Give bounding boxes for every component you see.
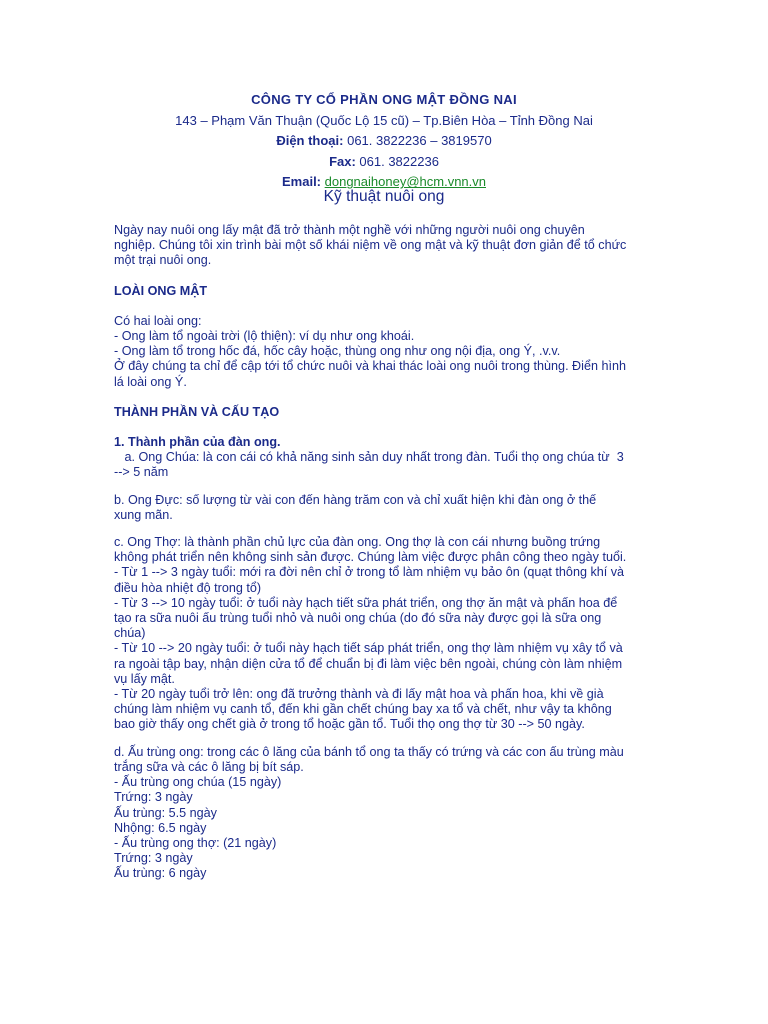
company-name: CÔNG TY CỔ PHẦN ONG MẬT ĐỒNG NAI [251,92,517,107]
phone-line [0,131,768,152]
fax-label: Fax: [329,153,356,169]
fax-line [0,152,768,173]
text-line: c. Ong Thợ: là thành phần chủ lực của đàn ong. Ong thợ là con cái nhưng buồng trứng [114,535,601,550]
text-line: tạo ra sữa nuôi ấu trùng tuổi nhỏ và nuôi ong chúa (do đó sữa này được gọi là sữa ong [114,611,602,626]
text-line: b. Ong Đực: số lượng từ vài con đến hàng trăm con và chỉ xuất hiện khi đàn ong ở thế [114,492,597,507]
company-header [0,90,768,193]
text-line: Trứng: 3 ngày [114,851,193,866]
company-address: 143 – Phạm Văn Thuận (Quốc Lộ 15 cũ) – Tp.Biên Hòa – Tỉnh Đồng Nai [175,112,593,128]
text-line: Ngày nay nuôi ong lấy mật đã trở thành một nghề với những người nuôi ong chuyên [114,223,585,237]
text-line: ra ngoài tập bay, nhận diện cửa tổ để chuẩn bị đi làm việc bên ngoài, chúng còn làm nhiệm [114,656,623,671]
paragraph-ong-tho [114,535,659,733]
phone-value: 061. 3822236 – 3819570 [343,133,492,149]
text-line: Có hai loài ong: [114,313,202,328]
document-title: Kỹ thuật nuôi ong [323,188,445,205]
text-line: nghiệp. Chúng tôi xin trình bài một số khái niệm về ong mật và kỹ thuật đơn giản để tổ chức [114,238,627,253]
email-link[interactable]: dongnaihoney@hcm.vnn.vn [324,174,486,190]
paragraph-ong-duc [114,493,659,523]
text-line: điều hòa nhiệt độ trong tổ) [114,580,262,595]
phone-label: Điện thoại: [276,133,344,149]
text-line: - Từ 1 --> 3 ngày tuổi: mới ra đời nên chỉ ở trong tổ làm nhiệm vụ bảo ôn (quạt thông khí và [114,565,625,580]
text-line: - Ấu trùng ong chúa (15 ngày) [114,775,282,790]
paragraph-au-trung [114,745,659,882]
text-line: trắng sữa và các ô lăng bị bít sáp. [114,759,304,774]
text-line: Nhộng: 6.5 ngày [114,820,207,835]
section-heading-loai-ong: LOÀI ONG MẬT [114,283,208,298]
email-label: Email: [282,174,322,190]
text-line: - Từ 20 ngày tuổi trở lên: ong đã trưởng thành và đi lấy mật hoa và phấn hoa, khi về già [114,687,604,702]
text-line: không phát triển nên không sinh sản được. Chúng làm việc được phân công theo ngày tuổi. [114,550,627,565]
text-line: chúng làm nhiệm vụ canh tổ, đến khi gần chết chúng bay xa tổ và chết, như vậy ta không [114,702,612,717]
text-line: vụ lấy mật. [114,671,175,686]
text-line: Ấu trùng: 5.5 ngày [114,805,217,820]
text-line: - Ong làm tổ ngoài trời (lộ thiện): ví dụ như ong khoái. [114,329,415,344]
text-line: lá loài ong Ý. [114,374,187,389]
text-line: --> 5 năm [114,465,169,480]
text-line: a. Ong Chúa: là con cái có khả năng sinh sản duy nhất trong đàn. Tuổi thọ ong chúa từ 3 [114,450,624,465]
section-loai-ong-body [114,314,659,390]
text-line: - Từ 10 --> 20 ngày tuổi: ở tuổi này hạch tiết sáp phát triển, ong thợ làm nhiệm vụ xây tổ và [114,641,623,656]
text-line: - Ấu trùng ong thợ: (21 ngày) [114,835,277,850]
text-line: Ở đây chúng ta chỉ để cập tới tổ chức nuôi và khai thác loài ong nuôi trong thùng. Điển hình [114,359,626,374]
text-line: bao giờ thấy ong chết già ở trong tổ hoặc gần tổ. Tuổi thọ ong thợ từ 30 --> 50 ngày. [114,717,585,732]
document-body [114,223,659,882]
fax-value: 061. 3822236 [355,153,439,169]
text-line: chúa) [114,626,146,641]
subsection-heading: 1. Thành phần của đàn ong. [114,435,281,450]
intro-paragraph [114,223,659,269]
text-line: xung mãn. [114,507,173,522]
section-heading-thanh-phan: THÀNH PHẦN VÀ CẤU TẠO [114,404,280,419]
text-line: - Ong làm tổ trong hốc đá, hốc cây hoặc, thùng ong như ong nội địa, ong Ý, .v.v. [114,344,561,359]
text-line: một trại nuôi ong. [114,253,212,268]
text-line: d. Ấu trùng ong: trong các ô lăng của bánh tổ ong ta thấy có trứng và các con ấu trùng màu [114,744,624,759]
text-line: Trứng: 3 ngày [114,790,193,805]
text-line: - Từ 3 --> 10 ngày tuổi: ở tuổi này hạch tiết sữa phát triển, ong thợ ăn mật và phấn hoa để [114,595,618,610]
paragraph-ong-chua [114,450,659,480]
text-line: Ấu trùng: 6 ngày [114,866,207,881]
